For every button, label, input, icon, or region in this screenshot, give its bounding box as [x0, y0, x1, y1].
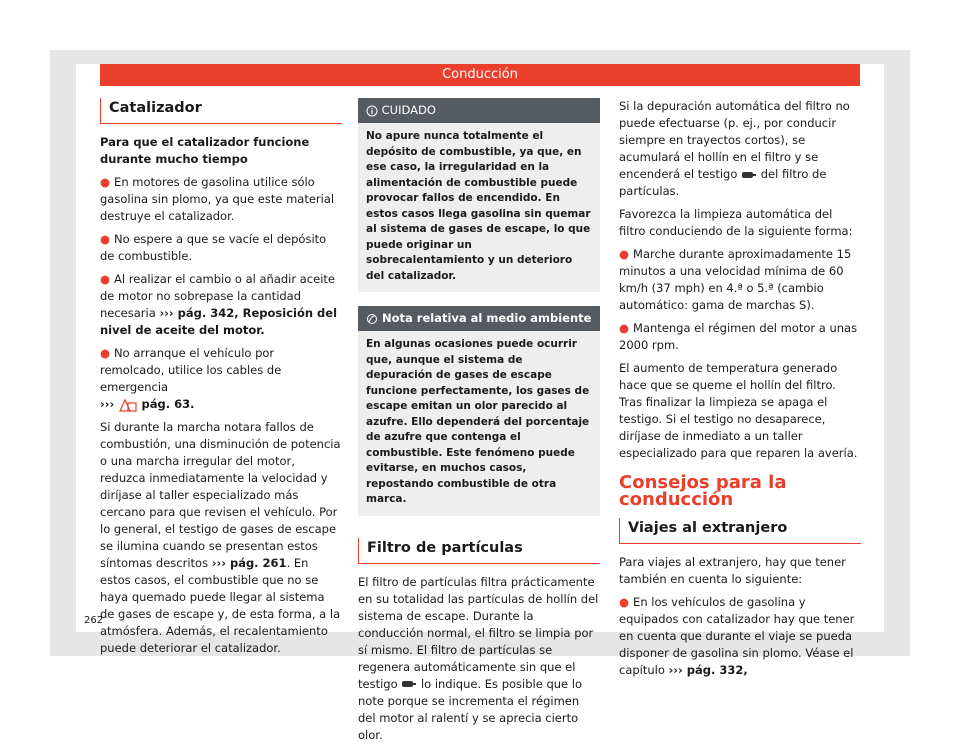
list-item: ● Al realizar el cambio o al añadir aceite de motor no sobrepase la cantidad necesaria ››› pág. 342, Reposición del nivel de aceite del motor. — [100, 272, 338, 337]
bullet-icon: ● — [100, 232, 111, 246]
warning-reference-icon — [118, 398, 138, 412]
body-paragraph: El aumento de temperatura generado hace que se queme el hollín del filtro. Tras finalizar la limpieza se apaga el testigo. Si el testigo no desaparece, diríjase de inmediato a un taller especializado para que reparen la avería. — [619, 361, 858, 460]
body-paragraph: Si la depuración automática del filtro no puede efectuarse (p. ej., por conducir siempre en trayectos cortos), se acumulará el hollín en el filtro y se encenderá el testigo del filtro de partículas. — [619, 99, 850, 198]
list-item: ● No espere a que se vacíe el depósito de combustible. — [100, 232, 327, 263]
particle-filter-warning-icon — [401, 679, 417, 689]
bullet-icon: ● — [100, 175, 111, 189]
info-circle-icon — [366, 105, 378, 117]
body-paragraph: El filtro de partículas filtra prácticamente en su totalidad las partículas de hollín del sistema de escape. Durante la conducción normal, el filtro se limpia por sí mismo. El filtro de partículas se regenera automáticamente sin que el testigo lo indique. Es posible que lo note porque se incrementa el régimen del motor al ralentí y se aprecia cierto olor. — [358, 574, 599, 742]
caution-header: CUIDADO — [358, 98, 600, 123]
column-3 — [619, 98, 861, 685]
body-paragraph: Favorezca la limpieza automática del filtro conduciendo de la siguiente forma: — [619, 207, 853, 238]
page-reference-link[interactable]: ››› pág. 332, — [668, 663, 748, 677]
page-reference-link[interactable]: ››› pág. 342, Reposición del nivel de aceite del motor. — [100, 306, 338, 337]
bullet-icon: ● — [619, 595, 630, 609]
bullet-icon: ● — [100, 272, 111, 286]
body-paragraph: Para viajes al extranjero, hay que tener también en cuenta lo siguiente: — [619, 555, 846, 586]
caution-text: No apure nunca totalmente el depósito de combustible, ya que, en ese caso, la irregularidad en la alimentación de combustible puede provocar fallos de encendido. En estos casos llega gasolina sin quemar al sistema de gases de escape, lo que puede originar un sobrecalentamiento y un deterioro del catalizador. — [366, 130, 591, 282]
environment-note-text: En algunas ocasiones puede ocurrir que, aunque el sistema de depuración de gases de escape funcione perfectamente, los gases de escape emitan un olor parecido al azufre. Ello dependerá del porcentaje de azufre que contenga el combustible. Este fenómeno puede evitarse, en muchos casos, repostando combustible de otra marca. — [366, 338, 590, 505]
bullet-icon: ● — [619, 247, 630, 261]
list-item: ● No arranque el vehículo por remolcado, utilice los cables de emergencia ››› pág. 63. — [100, 346, 282, 411]
list-item: ● Mantenga el régimen del motor a unas 2000 rpm. — [619, 321, 858, 352]
column-1 — [100, 98, 342, 663]
section-heading-catalizador: Catalizador — [100, 98, 342, 124]
page-reference-link[interactable]: pág. 63. — [141, 397, 195, 411]
list-item: ● En los vehículos de gasolina y equipados con catalizador hay que tener en cuenta que durante el viaje se pueda disponer de gasolina sin plomo. Véase el capítulo ››› pág. 332, — [619, 595, 855, 677]
caution-box — [358, 98, 600, 292]
chapter-banner: Conducción — [100, 64, 860, 86]
particle-filter-warning-icon — [741, 170, 757, 180]
page-reference-prefix: ››› — [100, 397, 115, 411]
list-item: ● Marche durante aproximadamente 15 minutos a una velocidad mínima de 60 km/h (37 mph) en 4.ª o 5.ª (cambio automático: gama de marchas S). — [619, 247, 852, 312]
bullet-icon: ● — [100, 346, 111, 360]
subheading: Para que el catalizador funcione durante mucho tiempo — [100, 135, 310, 166]
section-heading-filtro: Filtro de partículas — [358, 538, 600, 564]
page-reference-link[interactable]: ››› pág. 261 — [211, 556, 287, 570]
list-item: ● En motores de gasolina utilice sólo gasolina sin plomo, ya que este material destruye el catalizador. — [100, 175, 335, 223]
main-section-title: Consejos para la conducción — [619, 472, 787, 510]
body-paragraph: Si durante la marcha notara fallos de combustión, una disminución de potencia o una marcha irregular del motor, reduzca inmediatamente la velocidad y diríjase al taller especializado más cercano para que revisen el vehículo. Por lo general, el testigo de gases de escape se ilumina cuando se presentan estos síntomas descritos ››› pág. 261. En estos casos, el combustible que no se haya quemado puede llegar al sistema de gases de escape y, de esta forma, a la atmósfera. Además, el recalentamiento puede deteriorar el catalizador. — [100, 420, 341, 655]
environment-note-box — [358, 306, 600, 516]
environment-note-header: Nota relativa al medio ambiente — [358, 306, 600, 331]
bullet-icon: ● — [619, 321, 630, 335]
section-heading-viajes: Viajes al extranjero — [619, 518, 861, 544]
column-2 — [358, 98, 600, 750]
leaf-icon — [366, 313, 378, 325]
page-number: 262 — [84, 615, 104, 626]
